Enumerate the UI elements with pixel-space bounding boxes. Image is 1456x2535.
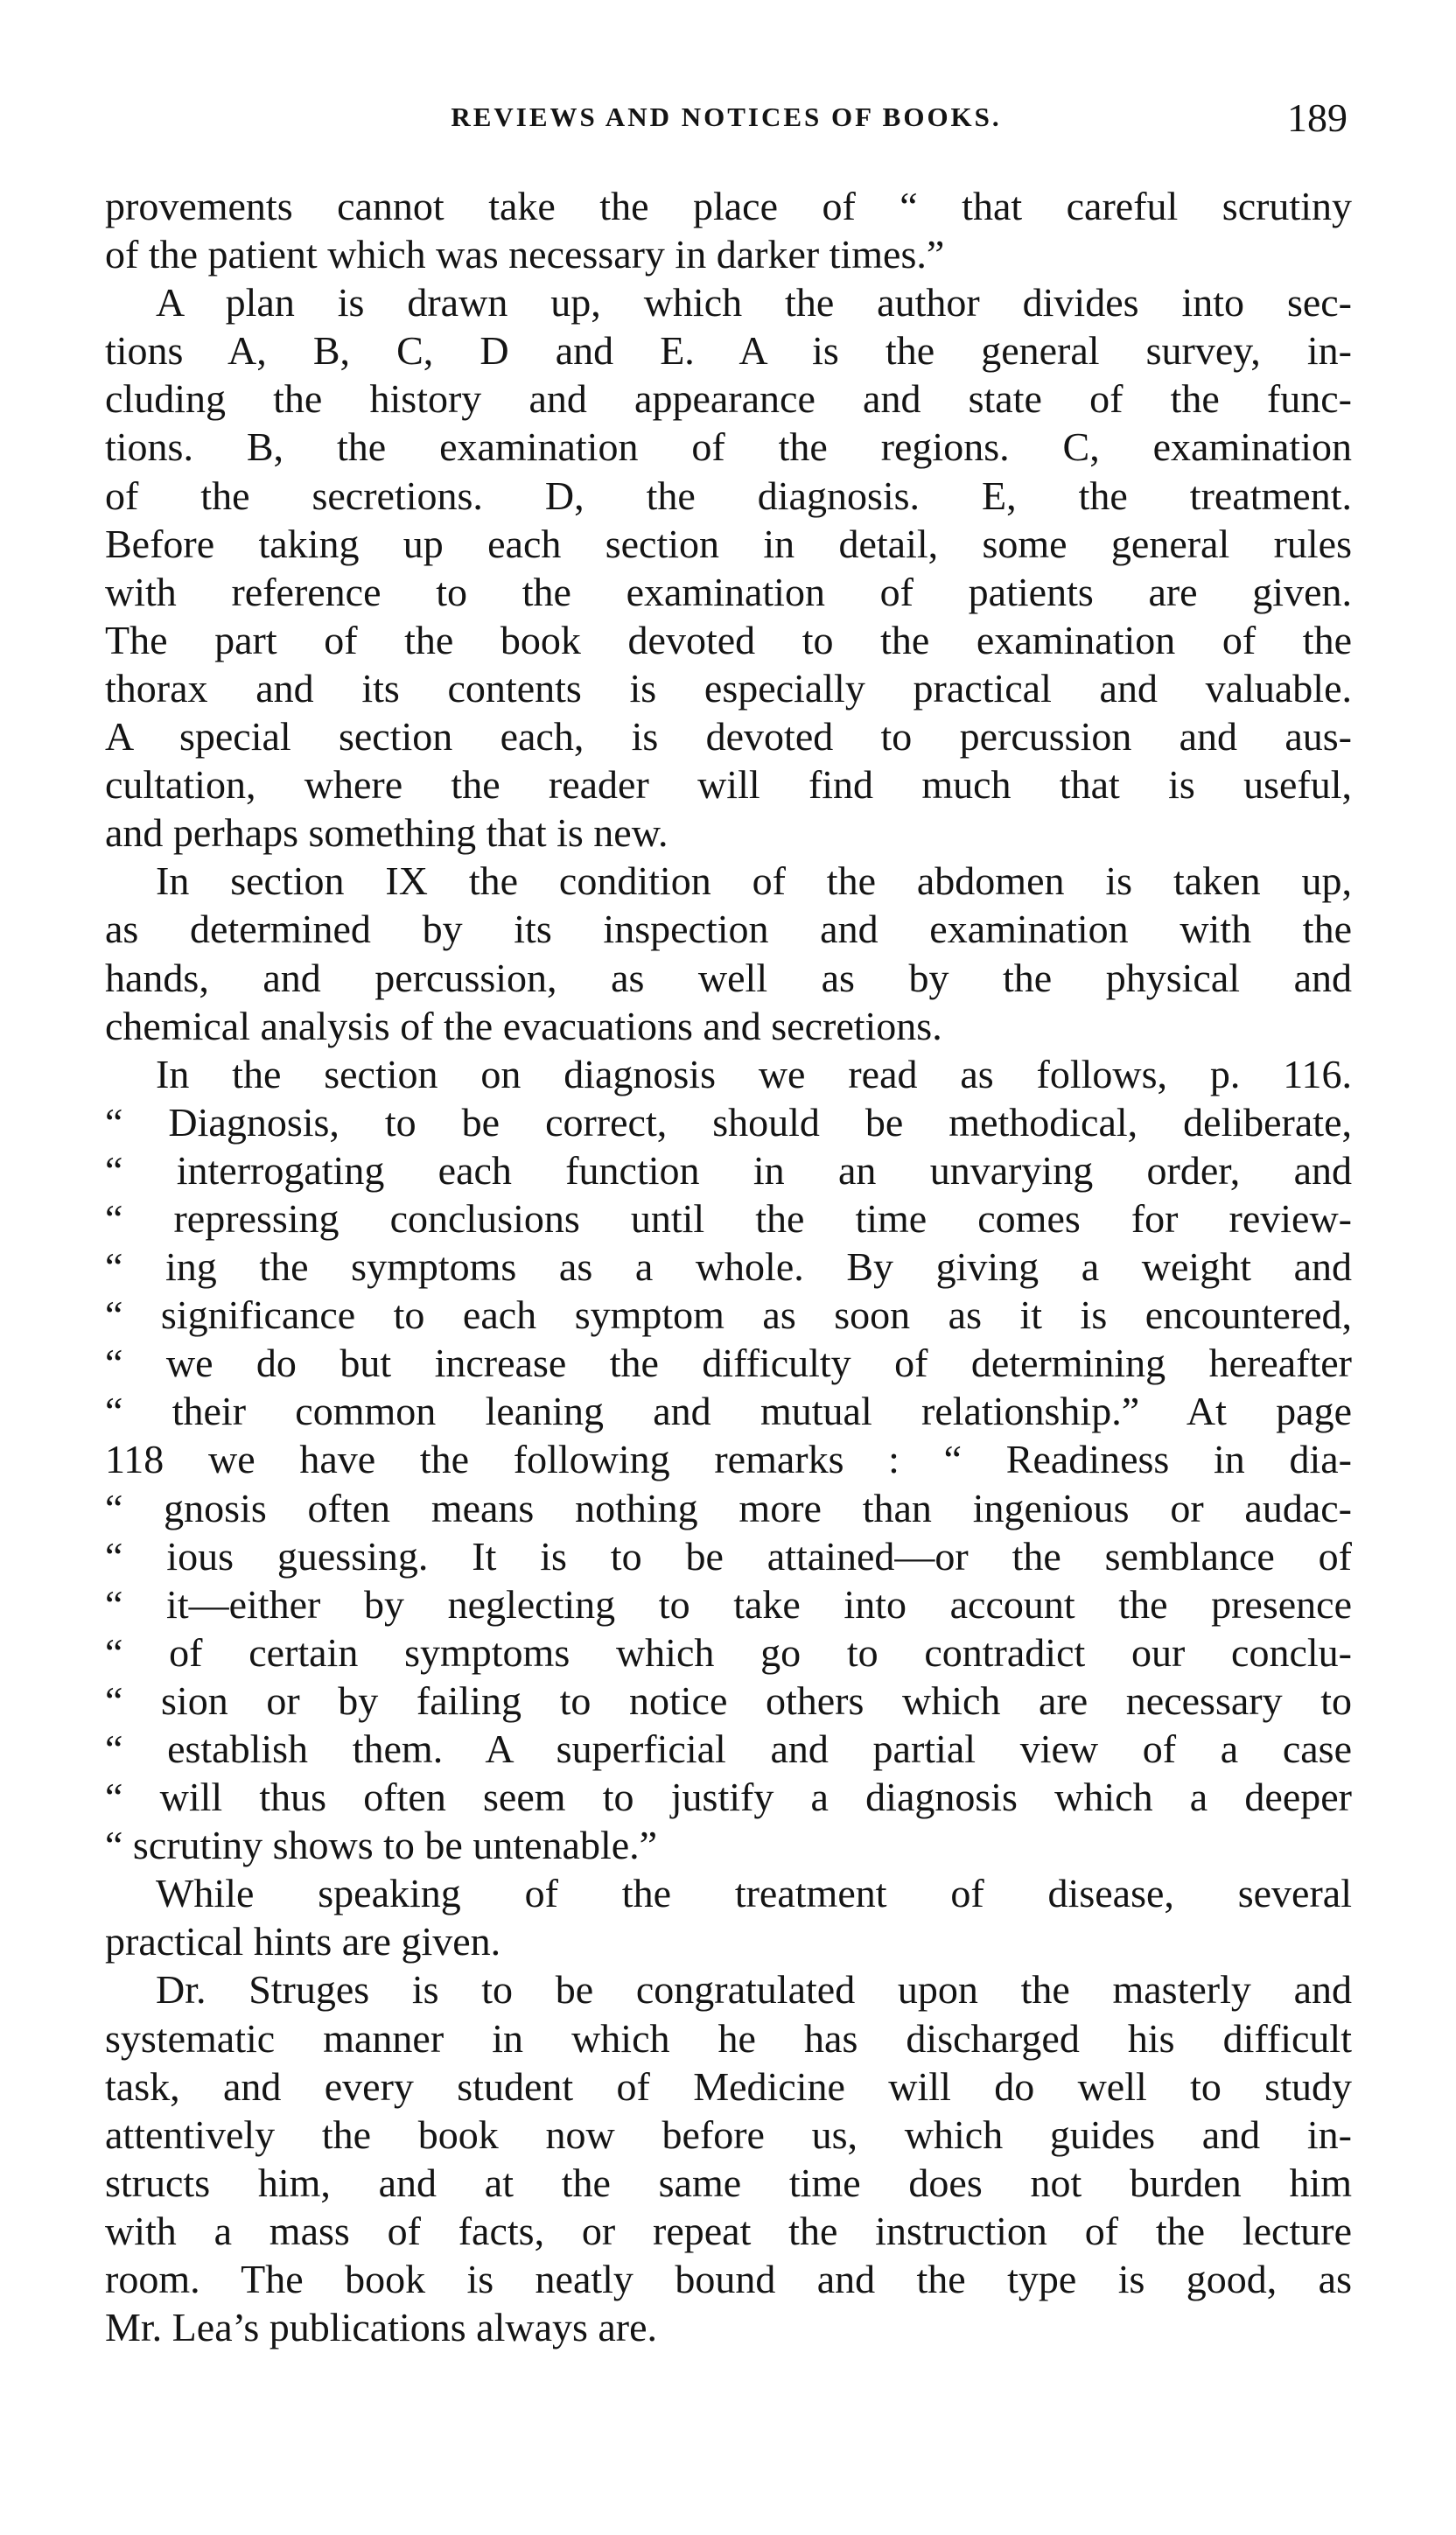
- text-line: chemical analysis of the evacuations and secretions.: [105, 1003, 942, 1048]
- text-line: tions. B, the examination of the regions. C, examination: [105, 424, 1352, 470]
- text-line: provements cannot take the place of “ that careful scrutiny: [105, 184, 1352, 228]
- text-line: tions A, B, C, D and E. A is the general survey, in-: [105, 328, 1352, 374]
- paragraph-diagnosis: [105, 1050, 1352, 1870]
- text-line: “ ing the symptoms as a whole. By giving a weight and: [105, 1244, 1352, 1290]
- text-line: In the section on diagnosis we read as follows, p. 116.: [156, 1051, 1352, 1096]
- body-text: [105, 182, 1352, 2351]
- text-line: In section IX the condition of the abdomen is taken up,: [156, 858, 1352, 904]
- text-line: Dr. Struges is to be congratulated upon the masterly and: [156, 1967, 1352, 2013]
- text-line: “ of certain symptoms which go to contradict our conclu-: [105, 1629, 1352, 1675]
- text-line: room. The book is neatly bound and the type is good, as: [105, 2257, 1352, 2302]
- text-line: with reference to the examination of patients are given.: [105, 569, 1352, 614]
- text-line: “ significance to each symptom as soon as it is encountered,: [105, 1292, 1352, 1338]
- text-line: hands, and percussion, as well as by the physical and: [105, 955, 1352, 1000]
- text-line: “ it—either by neglecting to take into account the presence: [105, 1581, 1352, 1627]
- text-line: The part of the book devoted to the examination of the: [105, 617, 1352, 662]
- text-line: “ we do but increase the difficulty of determining hereafter: [105, 1341, 1352, 1386]
- text-line: systematic manner in which he has discharged his difficult: [105, 2015, 1352, 2061]
- paragraph-abdomen: [105, 857, 1352, 1049]
- text-line: as determined by its inspection and examination with the: [105, 907, 1352, 952]
- text-line: “ ious guessing. It is to be attained—or the semblance of: [105, 1533, 1352, 1579]
- text-line: structs him, and at the same time does not burden him: [105, 2160, 1352, 2205]
- text-line: While speaking of the treatment of disease, several: [156, 1871, 1352, 1916]
- text-line: with a mass of facts, or repeat the instruction of the lecture: [105, 2208, 1352, 2253]
- text-line: of the patient which was necessary in darker times.”: [105, 232, 945, 277]
- paragraph-continuation: [105, 182, 1352, 278]
- text-line: cultation, where the reader will find much that is useful,: [105, 762, 1352, 808]
- text-line: attentively the book now before us, which guides and in-: [105, 2111, 1352, 2157]
- text-line: A special section each, is devoted to percussion and aus-: [105, 714, 1352, 760]
- text-line: “ Diagnosis, to be correct, should be methodical, deliberate,: [105, 1099, 1352, 1145]
- text-line: and perhaps something that is new.: [105, 810, 668, 856]
- paragraph-conclusion: [105, 1965, 1352, 2351]
- text-line: practical hints are given.: [105, 1919, 501, 1964]
- text-line: “ scrutiny shows to be untenable.”: [105, 1823, 658, 1868]
- text-line: Before taking up each section in detail, some general rules: [105, 521, 1352, 566]
- text-line: “ establish them. A superficial and partial view of a case: [105, 1726, 1352, 1771]
- text-line: task, and every student of Medicine will do well to study: [105, 2063, 1352, 2109]
- text-line: Mr. Lea’s publications always are.: [105, 2305, 658, 2350]
- text-line: “ repressing conclusions until the time comes for review-: [105, 1195, 1352, 1241]
- running-head: [105, 95, 1348, 147]
- text-line: thorax and its contents is especially practical and valuable.: [105, 665, 1352, 711]
- text-line: “ sion or by failing to notice others which are necessary to: [105, 1677, 1352, 1723]
- text-line: cluding the history and appearance and state of the func-: [105, 376, 1352, 422]
- text-line: A plan is drawn up, which the author divides into sec-: [156, 280, 1352, 326]
- text-line: “ interrogating each function in an unvarying order, and: [105, 1147, 1352, 1193]
- paragraph-plan: [105, 278, 1352, 857]
- page-number: 189: [1287, 95, 1348, 140]
- text-line: “ will thus often seem to justify a diagnosis which a deeper: [105, 1775, 1352, 1820]
- text-line: “ their common leaning and mutual relationship.” At page: [105, 1389, 1352, 1434]
- text-line: “ gnosis often means nothing more than ingenious or audac-: [105, 1485, 1352, 1530]
- text-line: of the secretions. D, the diagnosis. E, the treatment.: [105, 473, 1352, 518]
- text-line: 118 we have the following remarks : “ Readiness in dia-: [105, 1437, 1352, 1482]
- running-title: REVIEWS AND NOTICES OF BOOKS.: [451, 102, 1002, 132]
- paragraph-treatment: [105, 1869, 1352, 1965]
